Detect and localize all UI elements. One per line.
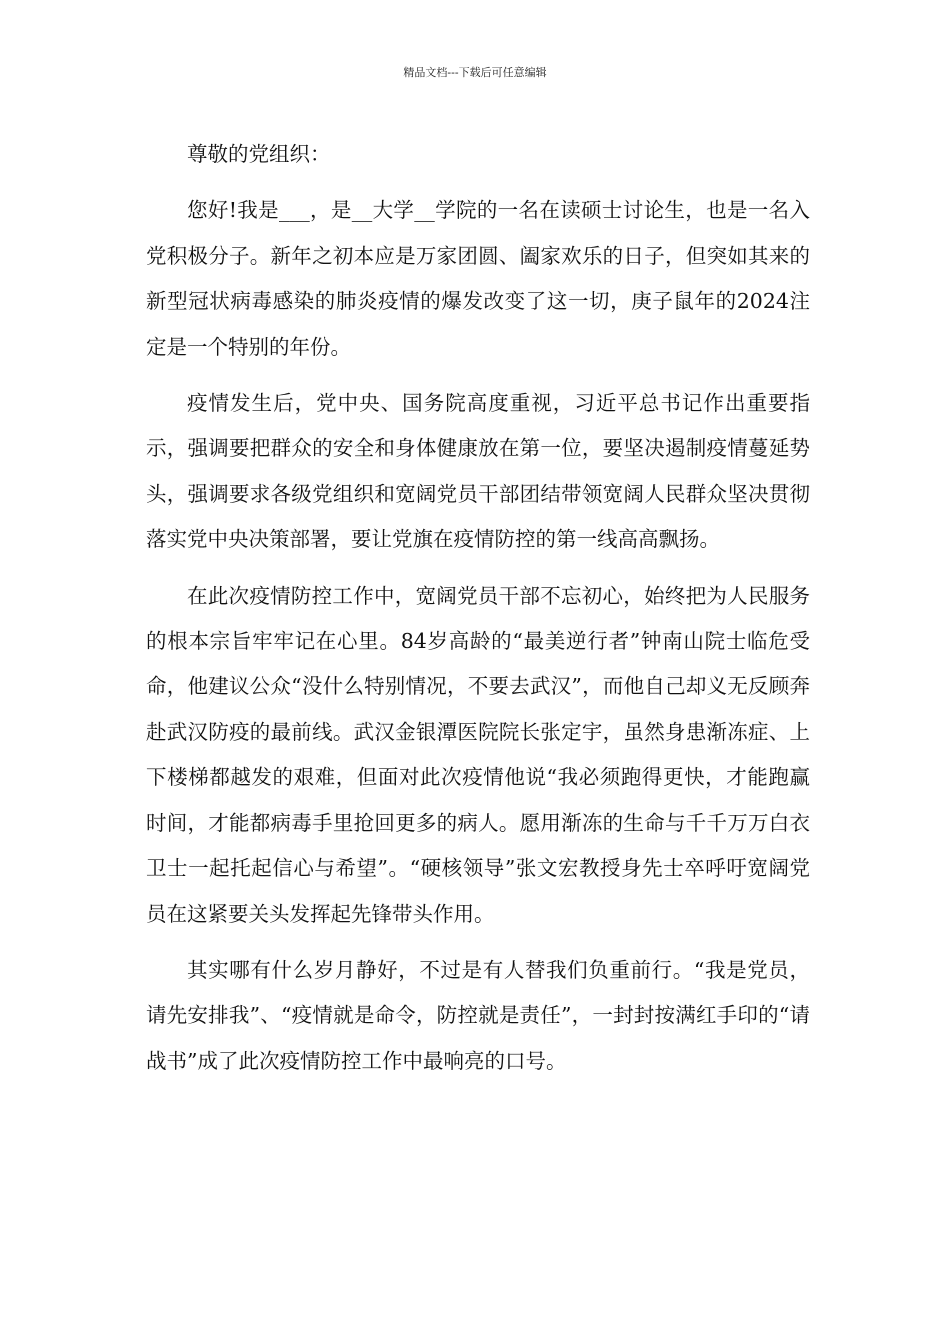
paragraph-introduction: 您好!我是___，是__大学__学院的一名在读硕士讨论生，也是一名入党积极分子。新年之初本应是万家团圆、阖家欢乐的日子，但突如其来的新型冠状病毒感染的肺炎疫情的爆发改变了这一切，庚子鼠年的2024注定是一个特别的年份。 bbox=[146, 198, 810, 359]
page-header: 精品文档---下载后可任意编辑 bbox=[403, 66, 547, 79]
salutation: 尊敬的党组织： bbox=[187, 142, 331, 166]
paragraph-exemplars: 在此次疫情防控工作中，宽阔党员干部不忘初心，始终把为人民服务的根本宗旨牢牢记在心里。84岁高龄的“最美逆行者”钟南山院士临危受命，他建议公众“没什么特别情况，不要去武汉”，而他自己却义无反顾奔赴武汉防疫的最前线。武汉金银潭医院院长张定宇，虽然身患渐冻症、上下楼梯都越发的艰难，但面对此次疫情他说“我必须跑得更快，才能跑赢时间，才能都病毒手里抢回更多的病人。愿用渐冻的生命与千千万万白衣卫士一起托起信心与希望”。“硬核领导”张文宏教授身先士卒呼吁宽阔党员在这紧要关头发挥起先锋带头作用。 bbox=[146, 583, 810, 926]
document-body bbox=[146, 132, 810, 1095]
paragraph-reflection: 其实哪有什么岁月静好，不过是有人替我们负重前行。“我是党员，请先安排我”、“疫情就是命令，防控就是责任”，一封封按满红手印的“请战书”成了此次疫情防控工作中最响亮的口号。 bbox=[146, 957, 810, 1073]
paragraph-central-directive: 疫情发生后，党中央、国务院高度重视，习近平总书记作出重要指示，强调要把群众的安全和身体健康放在第一位，要坚决遏制疫情蔓延势头，强调要求各级党组织和宽阔党员干部团结带领宽阔人民群众坚决贯彻落实党中央决策部署，要让党旗在疫情防控的第一线高高飘扬。 bbox=[146, 391, 810, 552]
